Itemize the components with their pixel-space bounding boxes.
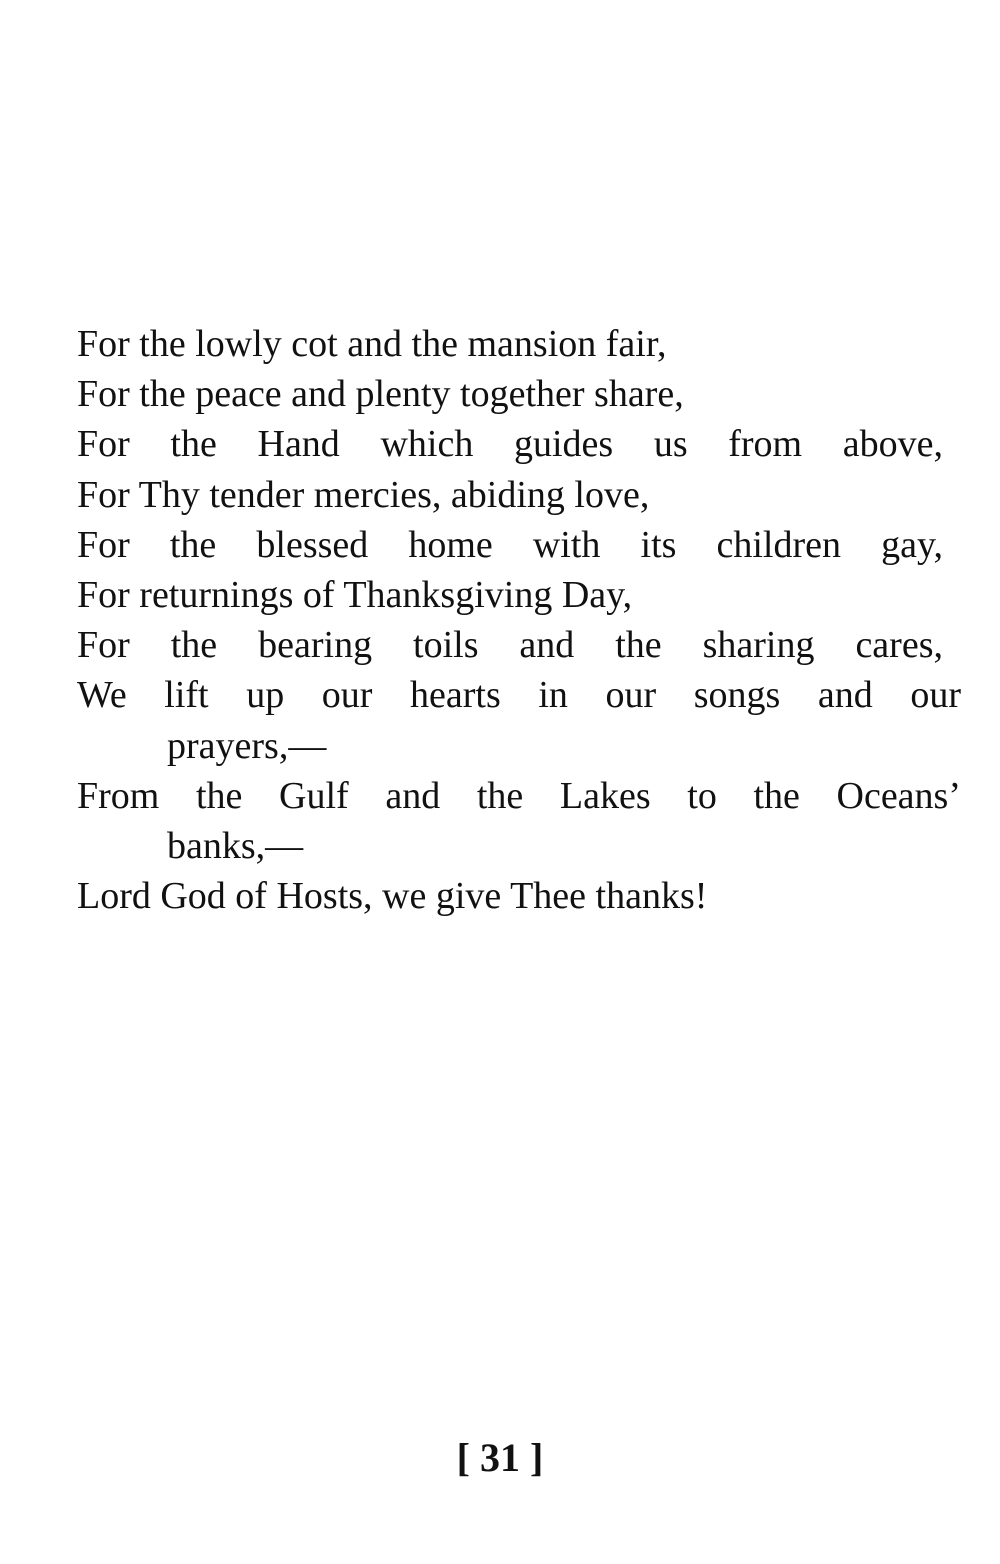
poem-line-1: For the lowly cot and the mansion fair,	[77, 323, 667, 365]
poem-line-11-continuation: banks,—	[167, 824, 304, 867]
poem-line-4: For Thy tender mercies, abiding love,	[77, 473, 650, 516]
poem-line-7: For the bearing toils and the sharing cares,	[77, 624, 943, 667]
poem-line-6: For returnings of Thanksgiving Day,	[77, 573, 633, 616]
poem-line-8: We lift up our hearts in our songs and our	[77, 674, 961, 717]
poem-line-10: From the Gulf and the Lakes to the Oceans’	[77, 774, 961, 817]
page-number: [ 31 ]	[456, 1435, 544, 1480]
poem-line-9-continuation: prayers,—	[167, 724, 327, 767]
poem-line-5: For the blessed home with its children gay,	[77, 523, 943, 566]
poem-line-3: For the Hand which guides us from above,	[77, 423, 943, 466]
poem-line-2: For the peace and plenty together share,	[77, 373, 684, 416]
poem-line-12: Lord God of Hosts, we give Thee thanks!	[77, 875, 708, 918]
poem-text	[77, 319, 967, 921]
